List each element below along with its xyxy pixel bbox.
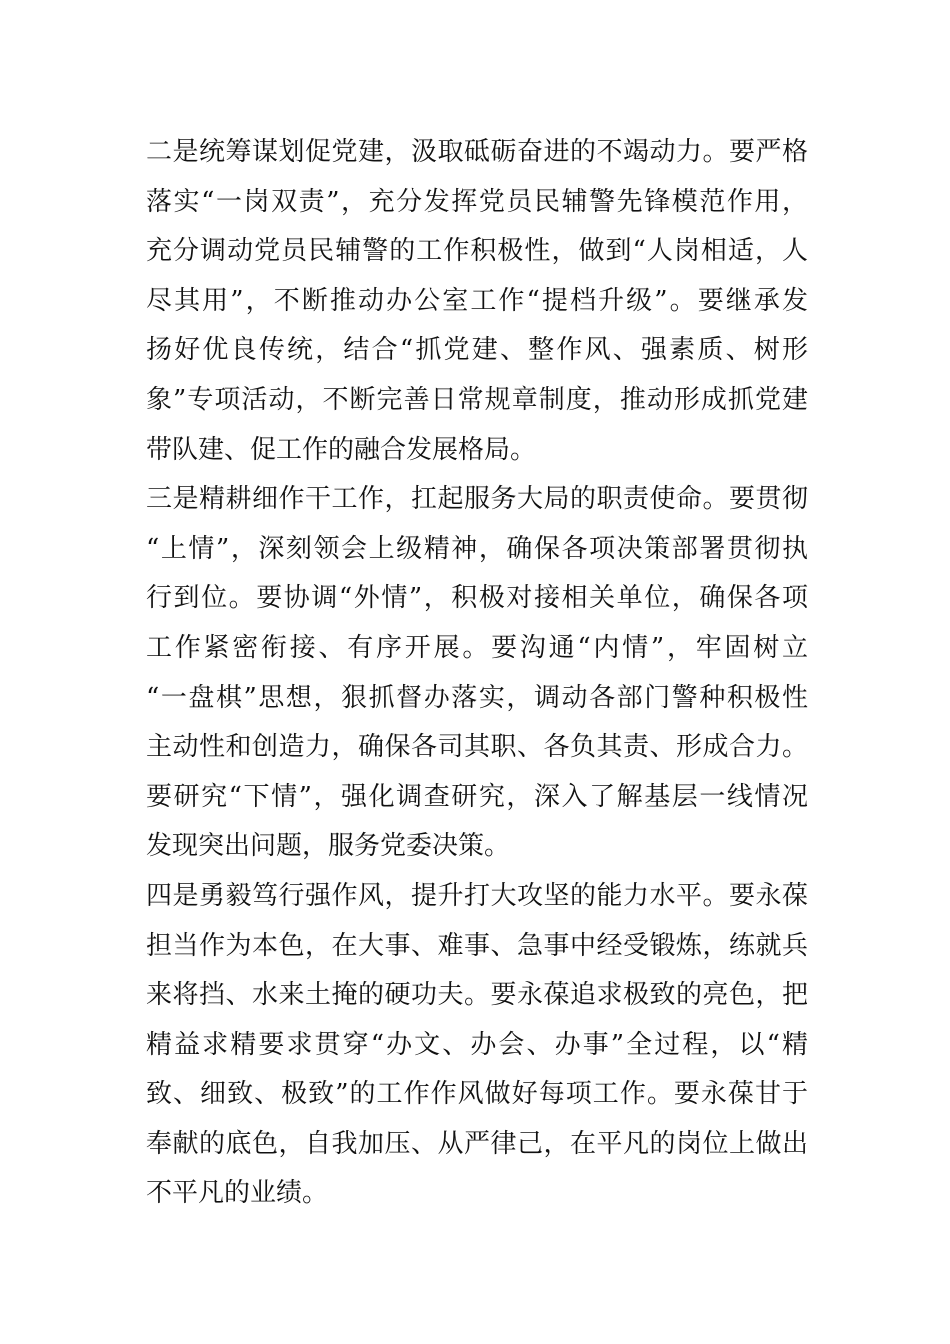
text-line: 尽其用”，不断推动办公室工作“提档升级”。要继承发	[146, 285, 808, 316]
text-line: 四是勇毅笃行强作风，提升打大攻坚的能力水平。要永葆	[146, 880, 808, 911]
text-line: 三是精耕细作干工作，扛起服务大局的职责使命。要贯彻	[146, 484, 808, 515]
text-line: 行到位。要协调“外情”，积极对接相关单位，确保各项	[146, 583, 808, 614]
text-line: 担当作为本色，在大事、难事、急事中经受锻炼，练就兵	[146, 930, 808, 961]
text-line: 落实“一岗双责”，充分发挥党员民辅警先锋模范作用，	[146, 186, 808, 217]
text-line: 二是统筹谋划促党建，汲取砥砺奋进的不竭动力。要严格	[146, 137, 808, 167]
text-line: 发现突出问题，服务党委决策。	[146, 831, 511, 862]
text-line: “上情”，深刻领会上级精神，确保各项决策部署贯彻执	[146, 533, 808, 564]
text-line: 工作紧密衔接、有序开展。要沟通“内情”，牢固树立	[146, 632, 808, 663]
text-line: 奉献的底色，自我加压、从严律己，在平凡的岗位上做出	[146, 1128, 808, 1159]
text-line: 主动性和创造力，确保各司其职、各负其责、形成合力。	[146, 732, 808, 763]
text-line: 来将挡、水来土掩的硬功夫。要永葆追求极致的亮色，把	[146, 980, 808, 1011]
text-line: 充分调动党员民辅警的工作积极性，做到“人岗相适，人	[146, 236, 808, 267]
text-line: 致、细致、极致”的工作作风做好每项工作。要永葆甘于	[146, 1079, 808, 1110]
text-line: 精益求精要求贯穿“办文、办会、办事”全过程，以“精	[146, 1029, 808, 1060]
paragraph-work-style	[146, 872, 808, 1219]
text-line: 要研究“下情”，强化调查研究，深入了解基层一线情况	[146, 781, 808, 812]
text-line: 扬好优良传统，结合“抓党建、整作风、强素质、树形	[146, 335, 808, 366]
document-body	[146, 128, 808, 1219]
paragraph-work-duties	[146, 475, 808, 872]
text-line: 带队建、促工作的融合发展格局。	[146, 434, 537, 465]
text-line: 象”专项活动，不断完善日常规章制度，推动形成抓党建	[146, 384, 808, 415]
paragraph-party-building	[146, 128, 808, 475]
text-line: “一盘棋”思想，狠抓督办落实，调动各部门警种积极性	[146, 682, 808, 713]
text-line: 不平凡的业绩。	[146, 1178, 329, 1209]
